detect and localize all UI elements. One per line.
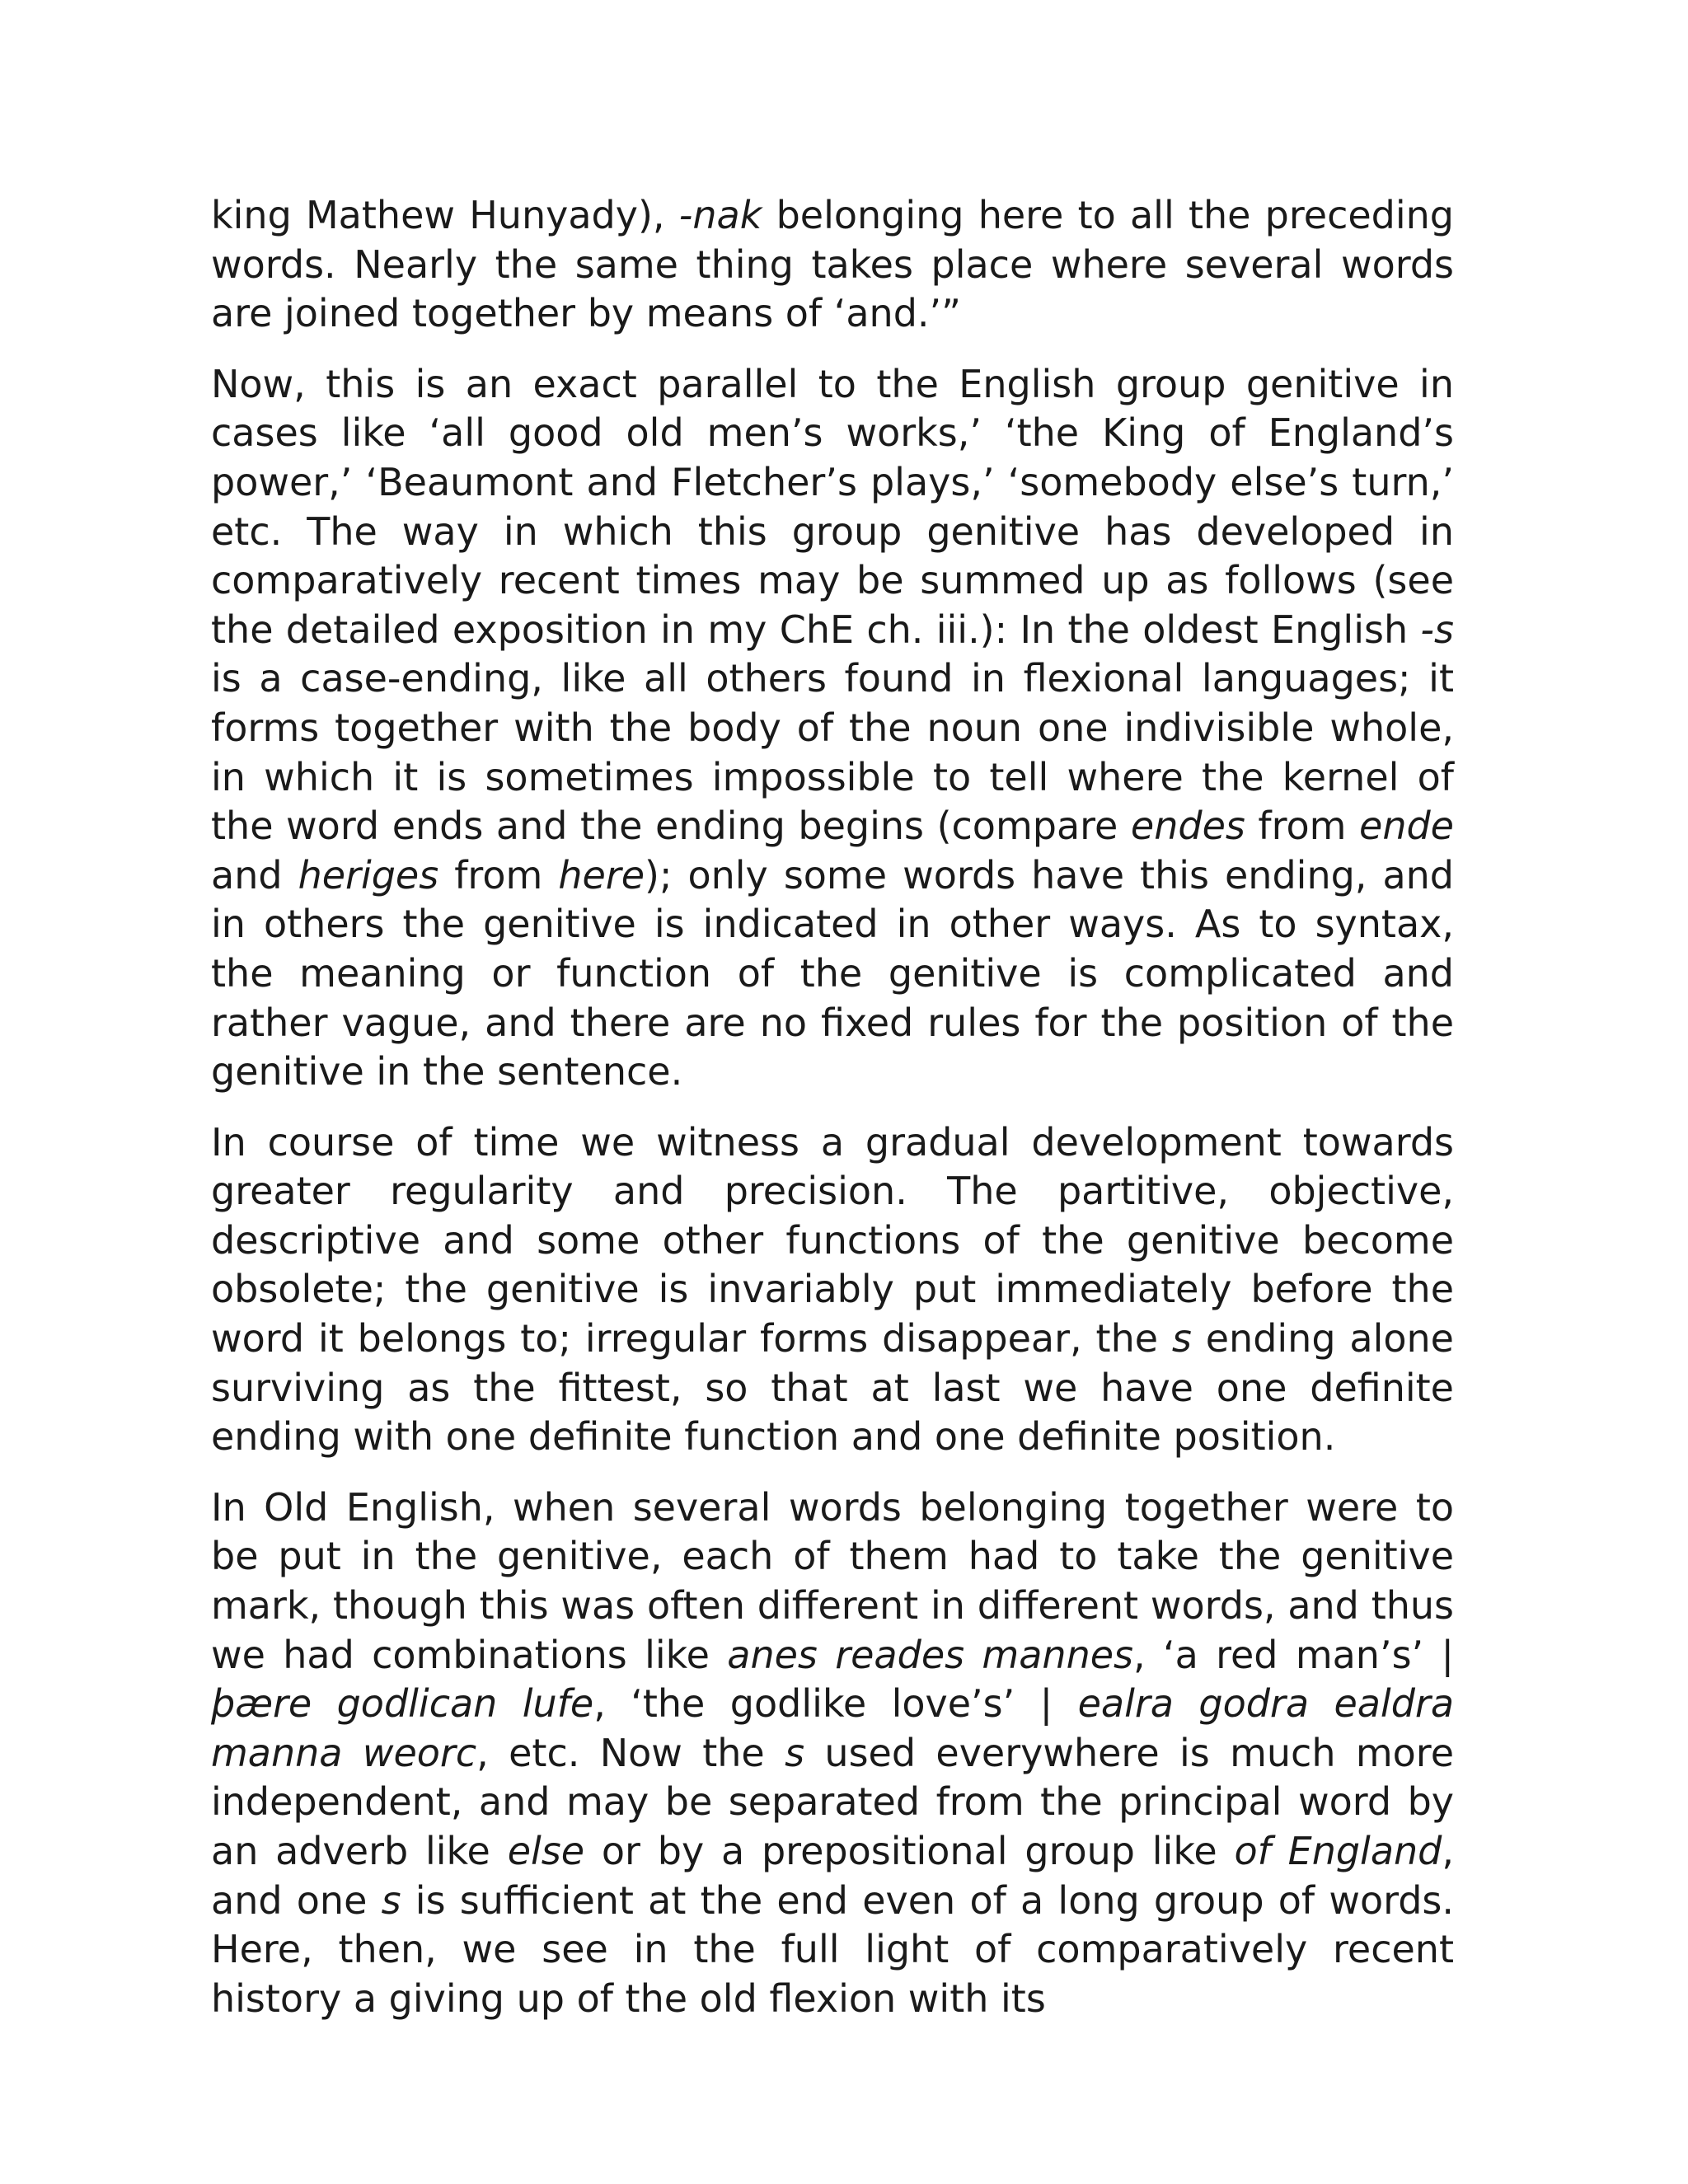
text-segment: In course of time we witness a gradual development towards greater regularity and precision. The partitive, objective, descriptive and some other functions of the genitive become obsolete; the genitive is invariably put immediately before the word it belongs to; irregular forms disappear, the xyxy=(211,1119,1454,1361)
italic-term: -s xyxy=(1420,607,1454,652)
text-segment: , and one xyxy=(211,1829,1455,1923)
italic-term: ealra godra ealdra manna weorc xyxy=(211,1681,1455,1775)
italic-term: s xyxy=(381,1877,401,1923)
italic-term: else xyxy=(507,1829,585,1873)
italic-term: anes reades mannes xyxy=(727,1632,1133,1677)
italic-term: þære godlican lufe xyxy=(211,1681,594,1727)
italic-term: s xyxy=(785,1730,805,1775)
paragraph-1 xyxy=(211,191,1454,339)
italic-term: ende xyxy=(1359,804,1454,849)
text-segment: In Old English, when several words belonging together were to be put in the genitive, each of them had to take the genitive mark, though this was often different in different words, and thus we had combinations like xyxy=(211,1484,1454,1677)
paragraph-2 xyxy=(211,360,1454,1097)
paragraph-4 xyxy=(211,1483,1454,2024)
text-segment: ending alone surviving as the fittest, so that at last we have one definite ending with one definite function and one definite position. xyxy=(211,1316,1454,1460)
italic-term: endes xyxy=(1130,804,1245,849)
text-segment: is a case-ending, like all others found in flexional languages; it forms together with the body of the noun one indivisible whole, in which it is sometimes impossible to tell where the kernel of the word ends and the ending begins (compare xyxy=(211,656,1454,849)
text-segment: belonging here to all the preceding words. Nearly the same thing takes place where several words are joined together by means of ‘and.’” xyxy=(211,193,1455,336)
text-segment: , ‘the godlike love’s’ | xyxy=(593,1681,1078,1727)
text-segment: ); only some words have this ending, and in others the genitive is indicated in other ways. As to syntax, the meaning or function of the genitive is complicated and rather vague, and there are no fixed rules for the position of the genitive in the sentence. xyxy=(211,852,1454,1094)
text-segment: is sufficient at the end even of a long group of words. Here, then, we see in the full light of comparatively recent history a giving up of the old flexion with its xyxy=(211,1877,1454,2021)
text-segment: used everywhere is much more independent, and may be separated from the principal word by an adverb like xyxy=(211,1730,1455,1873)
italic-term: -nak xyxy=(678,193,762,237)
italic-term: of England xyxy=(1234,1829,1442,1873)
italic-term: heriges xyxy=(298,852,439,898)
text-segment: from xyxy=(1245,804,1360,849)
text-segment: and xyxy=(211,852,298,898)
paragraph-3 xyxy=(211,1118,1454,1462)
document-page xyxy=(211,191,1454,2045)
text-segment: Now, this is an exact parallel to the English group genitive in cases like ‘all good old men’s works,’ ‘the King of England’s power,’ ‘Beaumont and Fletcher’s plays,’ ‘somebody else’s turn,’ etc. The way in which this group genitive has developed in comparatively recent times may be summed up as follows (see the detailed exposition in my ChE ch. iii.): In the oldest English xyxy=(211,361,1454,652)
italic-term: s xyxy=(1171,1316,1192,1361)
text-segment: king Mathew Hunyady), xyxy=(211,193,679,237)
italic-term: here xyxy=(558,852,645,898)
text-segment: from xyxy=(438,852,559,898)
text-segment: or by a prepositional group like xyxy=(584,1829,1235,1873)
text-segment: , etc. Now the xyxy=(476,1730,785,1775)
text-segment: , ‘a red man’s’ | xyxy=(1133,1632,1455,1677)
